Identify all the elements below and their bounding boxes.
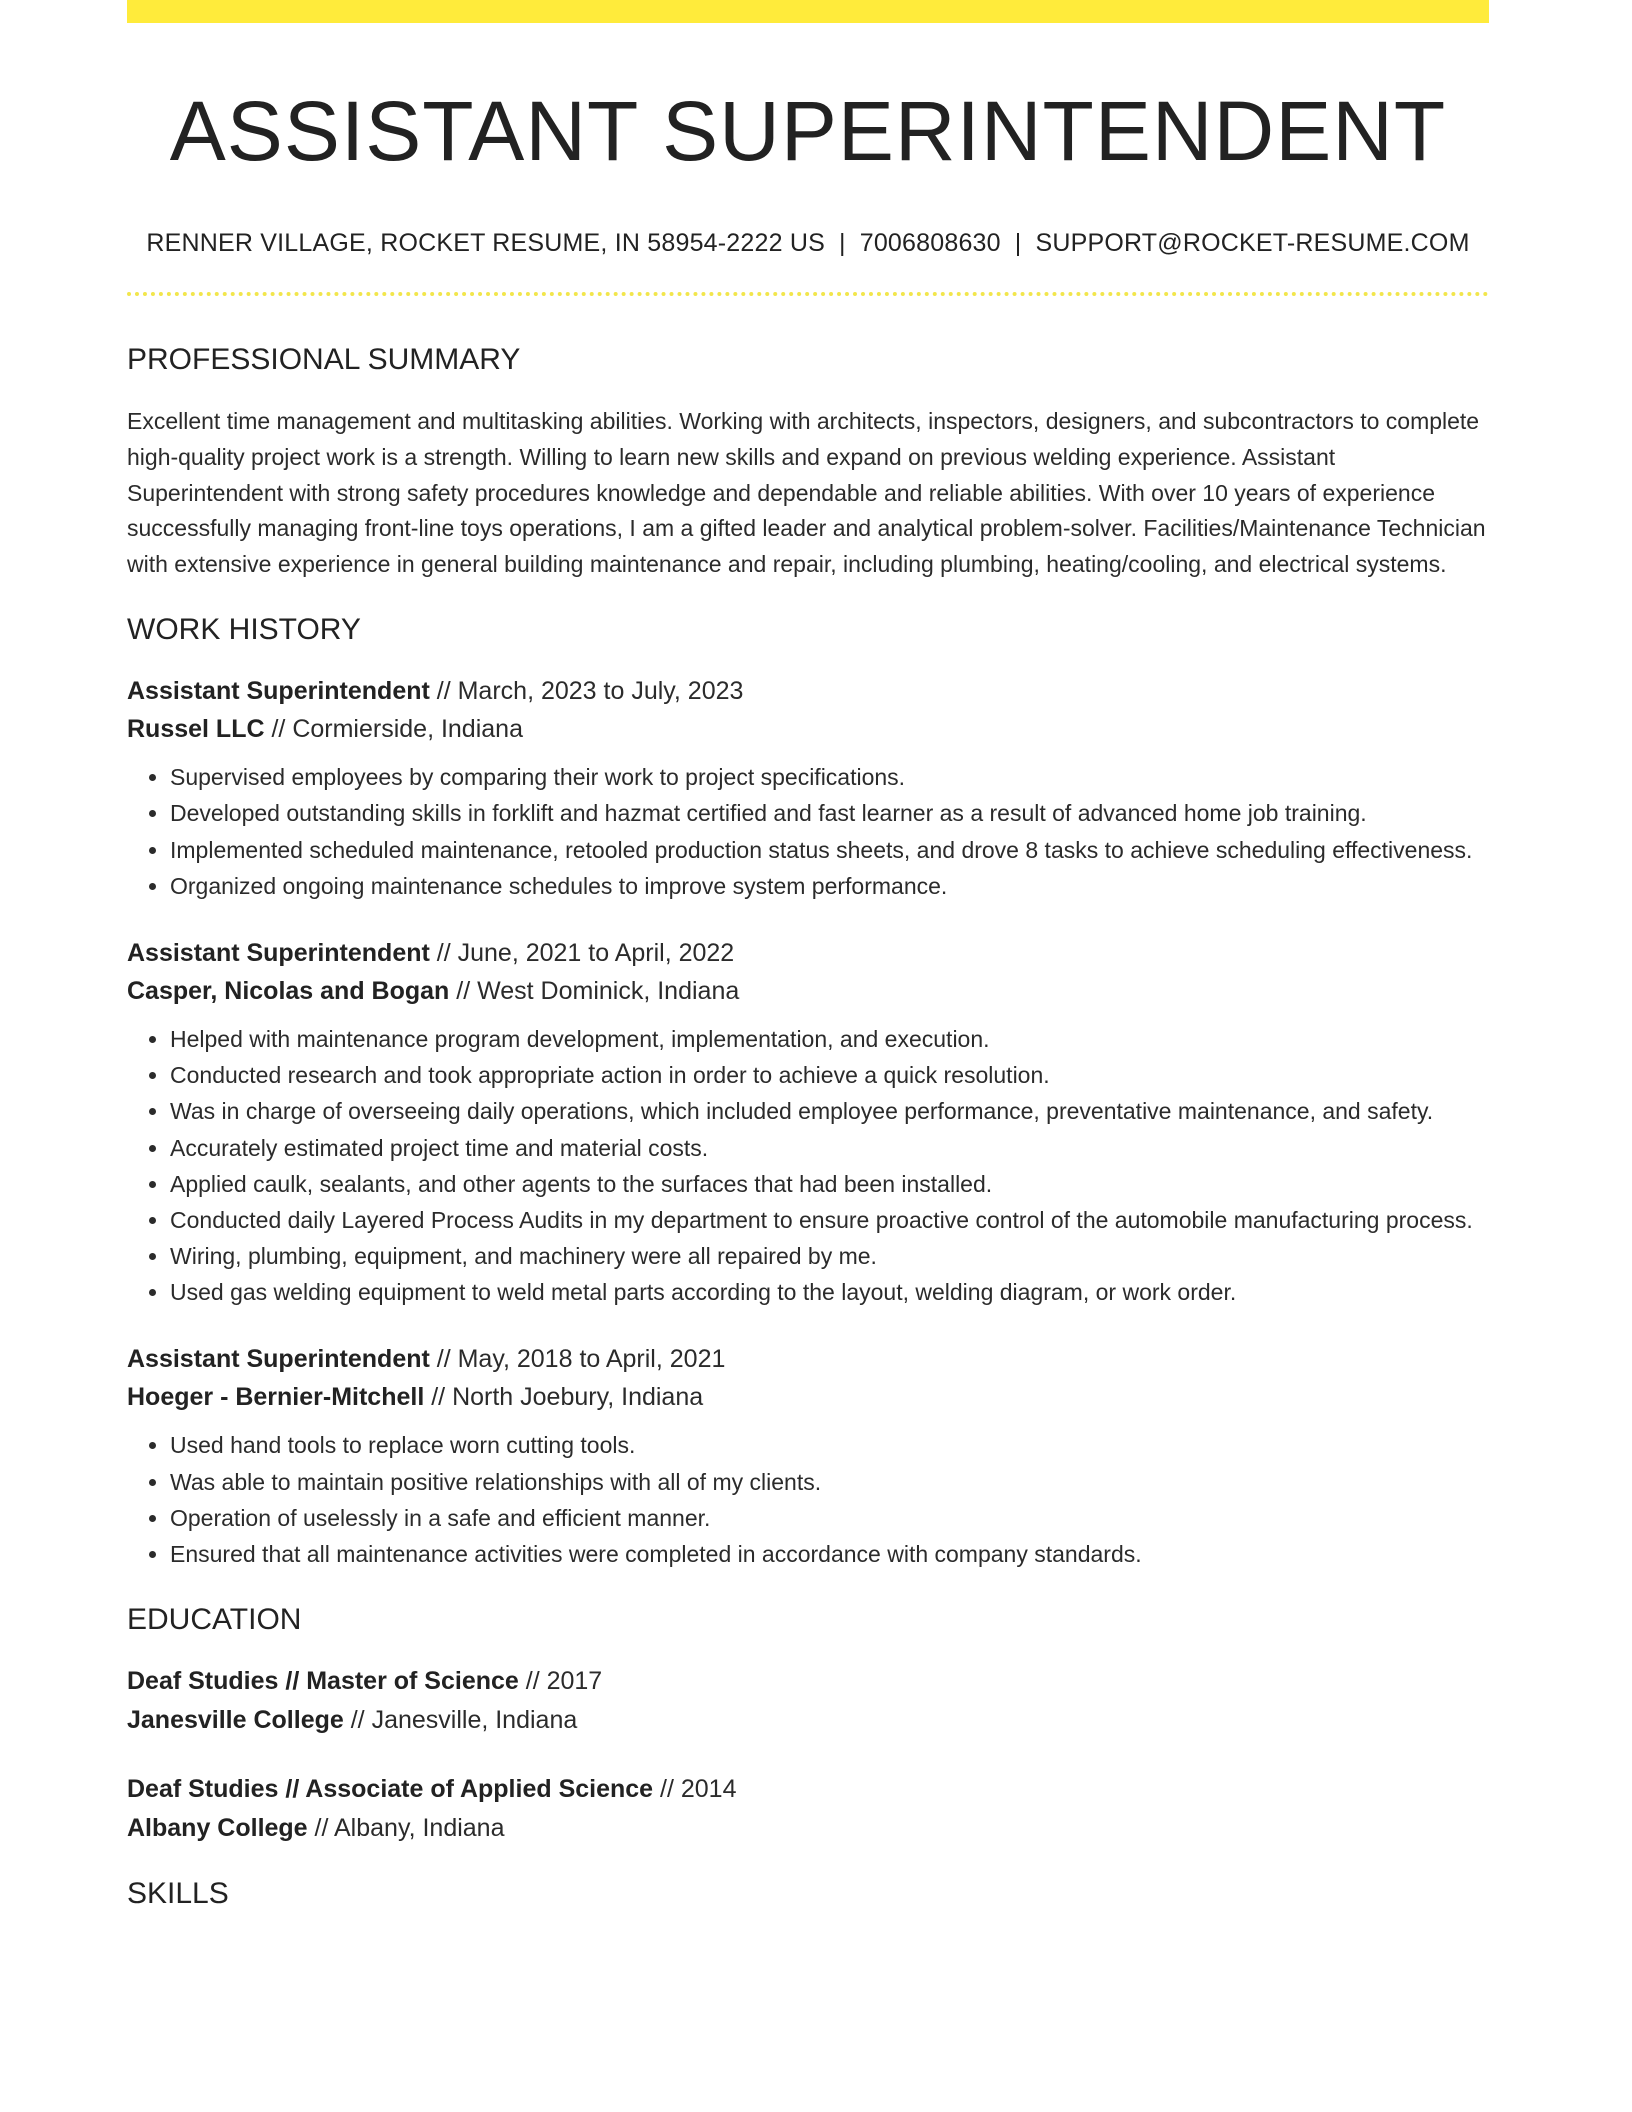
contact-address: RENNER VILLAGE, ROCKET RESUME, IN 58954-2222 US: [146, 229, 826, 258]
list-item: • Conducted daily Layered Process Audits in my department to ensure proactive control of the automobile manufacturing process.: [170, 1203, 1489, 1239]
education-degree-line: [127, 1662, 1489, 1701]
job-bullets: [127, 760, 1489, 904]
education-location: // Janesville, Indiana: [343, 1706, 578, 1735]
list-item: • Developed outstanding skills in forklift and hazmat certified and fast learner as a result of advanced home job training.: [170, 796, 1489, 832]
job-title-line: [127, 672, 1489, 710]
list-item: • Ensured that all maintenance activities were completed in accordance with company standards.: [170, 1537, 1489, 1573]
job-bullets: [127, 1428, 1489, 1572]
education-degree: Deaf Studies // Associate of Applied Science: [127, 1775, 654, 1804]
job-company: Hoeger - Bernier-Mitchell: [127, 1383, 425, 1412]
education-location: // Albany, Indiana: [307, 1814, 505, 1843]
job-role: Assistant Superintendent: [127, 677, 430, 706]
job-dates: // May, 2018 to April, 2021: [429, 1345, 726, 1374]
list-item: • Was in charge of overseeing daily operations, which included employee performance, preventative maintenance, and safety.: [170, 1094, 1489, 1130]
list-item: • Implemented scheduled maintenance, retooled production status sheets, and drove 8 tasks to achieve scheduling effectiveness.: [170, 833, 1489, 869]
resume-page: [127, 0, 1489, 1912]
dotted-divider: [127, 292, 1489, 296]
education-degree-line: [127, 1770, 1489, 1809]
list-item: • Supervised employees by comparing their work to project specifications.: [170, 760, 1489, 796]
list-item: • Operation of uselessly in a safe and efficient manner.: [170, 1501, 1489, 1537]
contact-email: SUPPORT@ROCKET-RESUME.COM: [1035, 229, 1470, 258]
education-entry: [127, 1662, 1489, 1740]
contact-phone: 7006808630: [859, 229, 1001, 258]
job-role: Assistant Superintendent: [127, 1345, 430, 1374]
contact-line: [127, 229, 1489, 258]
job-role: Assistant Superintendent: [127, 939, 430, 968]
job-title-line: [127, 1340, 1489, 1378]
list-item: • Applied caulk, sealants, and other agents to the surfaces that had been installed.: [170, 1167, 1489, 1203]
list-item: • Was able to maintain positive relationships with all of my clients.: [170, 1465, 1489, 1501]
job-location: // North Joebury, Indiana: [424, 1383, 704, 1412]
job-company-line: [127, 1378, 1489, 1416]
job-bullets: [127, 1022, 1489, 1310]
education-school-line: [127, 1809, 1489, 1848]
job-title-line: [127, 934, 1489, 972]
work-history-heading: WORK HISTORY: [127, 613, 361, 647]
list-item: • Helped with maintenance program development, implementation, and execution.: [170, 1022, 1489, 1058]
top-accent-bar: [127, 0, 1489, 23]
contact-separator: |: [839, 229, 846, 258]
skills-heading: SKILLS: [127, 1877, 229, 1911]
education-school: Janesville College: [127, 1706, 344, 1735]
job-entry: [127, 1340, 1489, 1572]
job-company: Casper, Nicolas and Bogan: [127, 977, 450, 1006]
job-company-line: [127, 710, 1489, 748]
job-location: // West Dominick, Indiana: [449, 977, 740, 1006]
job-company: Russel LLC: [127, 715, 265, 744]
job-location: // Cormierside, Indiana: [264, 715, 523, 744]
list-item: • Accurately estimated project time and material costs.: [170, 1131, 1489, 1167]
summary-text: Excellent time management and multitasking abilities. Working with architects, inspectors, designers, and subcontractors to complete high-quality project work is a strength. Willing to learn new skills and expand on previous welding experience. Assistant Superintendent with strong safety procedures knowledge and dependable and reliable abilities. With over 10 years of experience successfully managing front-line toys operations, I am a gifted leader and analytical problem-solver. Facilities/Maintenance Technician with extensive experience in general building maintenance and repair, including plumbing, heating/cooling, and electrical systems.: [127, 408, 1486, 577]
list-item: • Conducted research and took appropriate action in order to achieve a quick resolution.: [170, 1058, 1489, 1094]
education-year: // 2017: [518, 1667, 603, 1696]
contact-separator: |: [1014, 229, 1022, 258]
education-degree: Deaf Studies // Master of Science: [127, 1667, 519, 1696]
job-entry: [127, 934, 1489, 1310]
page-title: ASSISTANT SUPERINTENDENT: [169, 84, 1447, 178]
education-entry: [127, 1770, 1489, 1848]
education-year: // 2014: [653, 1775, 737, 1804]
education-heading: EDUCATION: [127, 1603, 302, 1637]
list-item: • Used hand tools to replace worn cutting tools.: [170, 1428, 1489, 1464]
job-entry: [127, 672, 1489, 904]
job-dates: // March, 2023 to July, 2023: [429, 677, 744, 706]
list-item: • Organized ongoing maintenance schedules to improve system performance.: [170, 869, 1489, 905]
list-item: • Wiring, plumbing, equipment, and machinery were all repaired by me.: [170, 1239, 1489, 1275]
job-dates: // June, 2021 to April, 2022: [429, 939, 735, 968]
education-school: Albany College: [127, 1814, 308, 1843]
summary-heading: PROFESSIONAL SUMMARY: [127, 343, 521, 377]
list-item: • Used gas welding equipment to weld metal parts according to the layout, welding diagram, or work order.: [170, 1275, 1489, 1311]
education-school-line: [127, 1701, 1489, 1740]
job-company-line: [127, 972, 1489, 1010]
